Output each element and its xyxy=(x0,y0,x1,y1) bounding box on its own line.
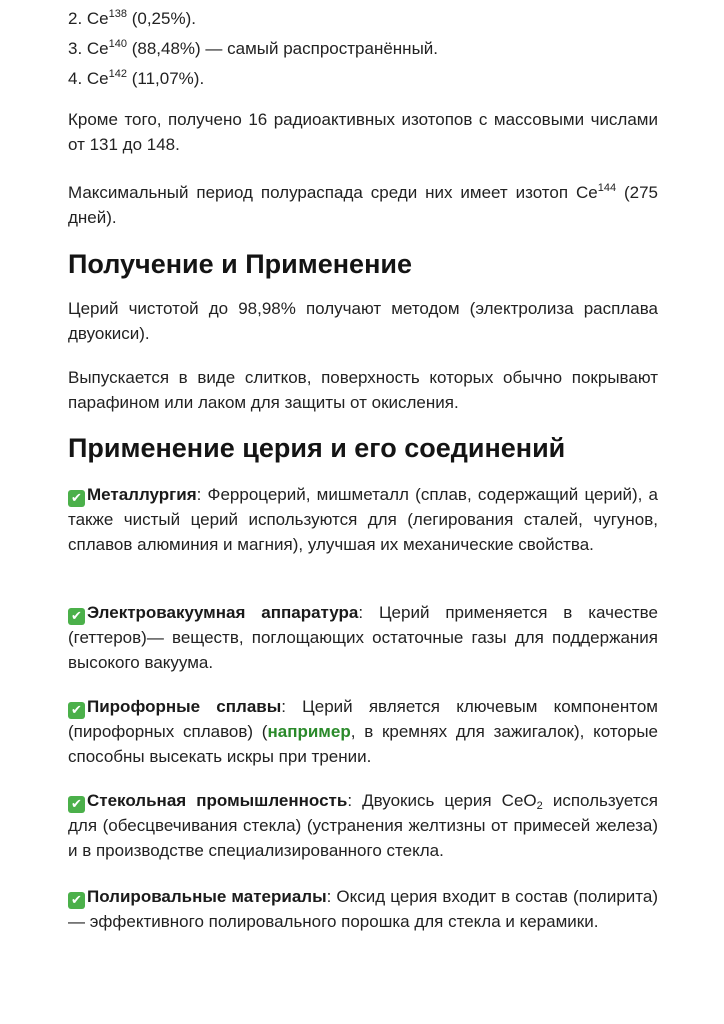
mass-number: 140 xyxy=(108,38,127,50)
heading-production: Получение и Применение xyxy=(68,249,412,279)
paragraph-half-life: Максимальный период полураспада среди них имеет изотоп Ce$^{144}$ (275 дней). xyxy=(68,182,658,227)
chemical-subscript: 2 xyxy=(536,800,543,812)
highlight-example: например xyxy=(267,722,351,741)
mass-number: 138 xyxy=(108,8,127,20)
application-term: Стекольная промышленность xyxy=(87,791,348,810)
check-mark-icon: ✔ xyxy=(68,608,85,625)
mass-number: 144 xyxy=(597,182,617,194)
paragraph-radioactive-isotopes: Кроме того, получено 16 радиоактивных изотопов с массовыми числами от 131 до 148. xyxy=(68,110,658,154)
application-metallurgy: ✔ Металлургия: Ферроцерий, мишметалл (сплав, содержащий церий), а также чистый церий используются для (легирования сталей, чугунов, сплавов алюминия и магния), улучшая их механические свойства. xyxy=(68,485,658,554)
application-pyrophoric-alloys: ✔ Пирофорные сплавы: Церий является ключевым компонентом (пирофорных сплавов) (например, в кремнях для зажигалок), которые способны высекать искры при трении. xyxy=(68,697,659,766)
application-polishing-materials: ✔ Полировальные материалы: Оксид церия входит в состав (полирита) — эффективного полировального порошка для стекла и керамики. xyxy=(68,887,658,931)
application-term: Полировальные материалы xyxy=(87,887,327,906)
application-glass-industry: ✔ Стекольная промышленность: Двуокись церия CeO$_2$ используется для (обесцвечивания стекла) (устранения желтизны от примесей железа) и в производстве специализированного стекла. xyxy=(68,791,659,860)
application-term: Электровакуумная аппаратура xyxy=(87,603,359,622)
isotope-list xyxy=(68,4,438,94)
application-term: Пирофорные сплавы xyxy=(87,697,282,716)
list-item: 2. Ce$^{138}$ (0,25%). xyxy=(68,8,196,28)
list-item: 3. Ce$^{140}$ (88,48%) — самый распространённый. xyxy=(68,38,439,58)
heading-applications: Применение церия и его соединений xyxy=(68,433,566,463)
list-item: 4. Ce$^{142}$ (11,07%). xyxy=(68,68,205,88)
check-mark-icon: ✔ xyxy=(68,892,85,909)
check-mark-icon: ✔ xyxy=(68,702,85,719)
application-term: Металлургия xyxy=(87,485,197,504)
paragraph-ingot-form: Выпускается в виде слитков, поверхность которых обычно покрывают парафином или лаком для защиты от окисления. xyxy=(68,368,658,412)
check-mark-icon: ✔ xyxy=(68,796,85,813)
check-mark-icon: ✔ xyxy=(68,490,85,507)
paragraph-production-method: Церий чистотой до 98,98% получают методом (электролиза расплава двуокиси). xyxy=(68,299,658,343)
application-vacuum-equipment: ✔ Электровакуумная аппаратура: Церий применяется в качестве (геттеров)— веществ, поглощающих остаточные газы для поддержания высокого вакуума. xyxy=(68,603,658,672)
mass-number: 142 xyxy=(108,68,127,80)
